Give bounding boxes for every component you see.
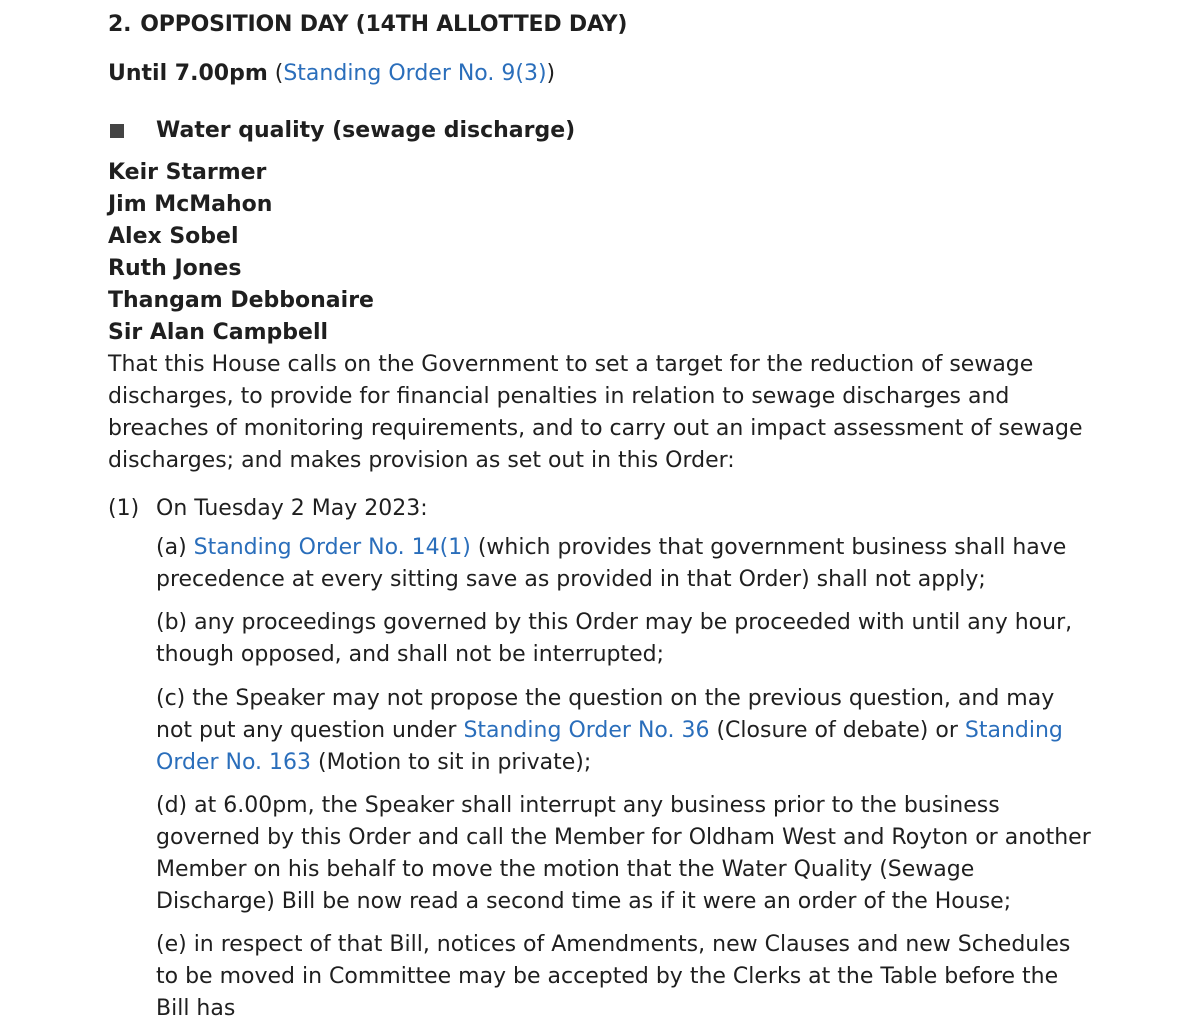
standing-order-9-3-link[interactable]: Standing Order No. 9(3) [283, 61, 547, 86]
paragraph-a-prefix: (a) [156, 535, 194, 560]
standing-order-163-link[interactable]: Standing Order No. 163 [156, 718, 1063, 775]
paragraph-e: (e) in respect of that Bill, notices of Amendments, new Clauses and new Schedules to be moved in Committee may be accepted by the Clerks at the Table before the Bill has [156, 932, 1071, 1021]
paragraph-c-middle: (Closure of debate) or [709, 718, 965, 743]
sponsor-name: Keir Starmer [108, 160, 267, 185]
time-limit-label: Until 7.00pm [108, 61, 268, 86]
standing-order-14-1-link[interactable]: Standing Order No. 14(1) [193, 535, 471, 560]
open-paren: ( [274, 61, 284, 86]
paragraph-c-suffix: (Motion to sit in private); [311, 750, 592, 775]
sponsor-name: Thangam Debbonaire [108, 288, 374, 313]
item-number: 2. [108, 12, 132, 37]
item-title: OPPOSITION DAY (14TH ALLOTTED DAY) [140, 12, 628, 37]
standing-order-36-link[interactable]: Standing Order No. 36 [463, 718, 710, 743]
motion-title: Water quality (sewage discharge) [156, 118, 576, 143]
paragraph-b: (b) any proceedings governed by this Order may be proceeded with until any hour, though opposed, and shall not be interrupted; [156, 610, 1073, 667]
motion-text: That this House calls on the Government to set a target for the reduction of sewage discharges, to provide for financial penalties in relation to sewage discharges and breaches of monitoring requirements, and to carry out an impact assessment of sewage discharges; and makes provision as set out in this Order: [108, 352, 1083, 473]
paragraph-a-suffix: (which provides that government business shall have precedence at every sitting save as provided in that Order) shall not apply; [156, 535, 1067, 592]
time-limit-line [108, 58, 555, 90]
paragraph-c [156, 683, 1096, 779]
sponsor-names-list [108, 157, 374, 349]
sponsor-name: Alex Sobel [108, 224, 239, 249]
close-paren: ) [546, 61, 556, 86]
sponsor-name: Ruth Jones [108, 256, 242, 281]
order-item-1-text: On Tuesday 2 May 2023: [156, 496, 428, 521]
sponsor-name: Jim McMahon [108, 192, 273, 217]
item-heading [108, 9, 627, 41]
paragraph-c-prefix: (c) the Speaker may not propose the question on the previous question, and may not put any question under [156, 686, 1055, 743]
paragraph-a [156, 532, 1096, 596]
square-bullet-icon [110, 124, 124, 138]
paragraph-d: (d) at 6.00pm, the Speaker shall interrupt any business prior to the business governed by this Order and call the Member for Oldham West and Royton or another Member on his behalf to move the motion that the Water Quality (Sewage Discharge) Bill be now read a second time as if it were an order of the House; [156, 793, 1091, 914]
order-item-1-label: (1) [108, 496, 140, 521]
sponsor-name: Sir Alan Campbell [108, 320, 329, 345]
